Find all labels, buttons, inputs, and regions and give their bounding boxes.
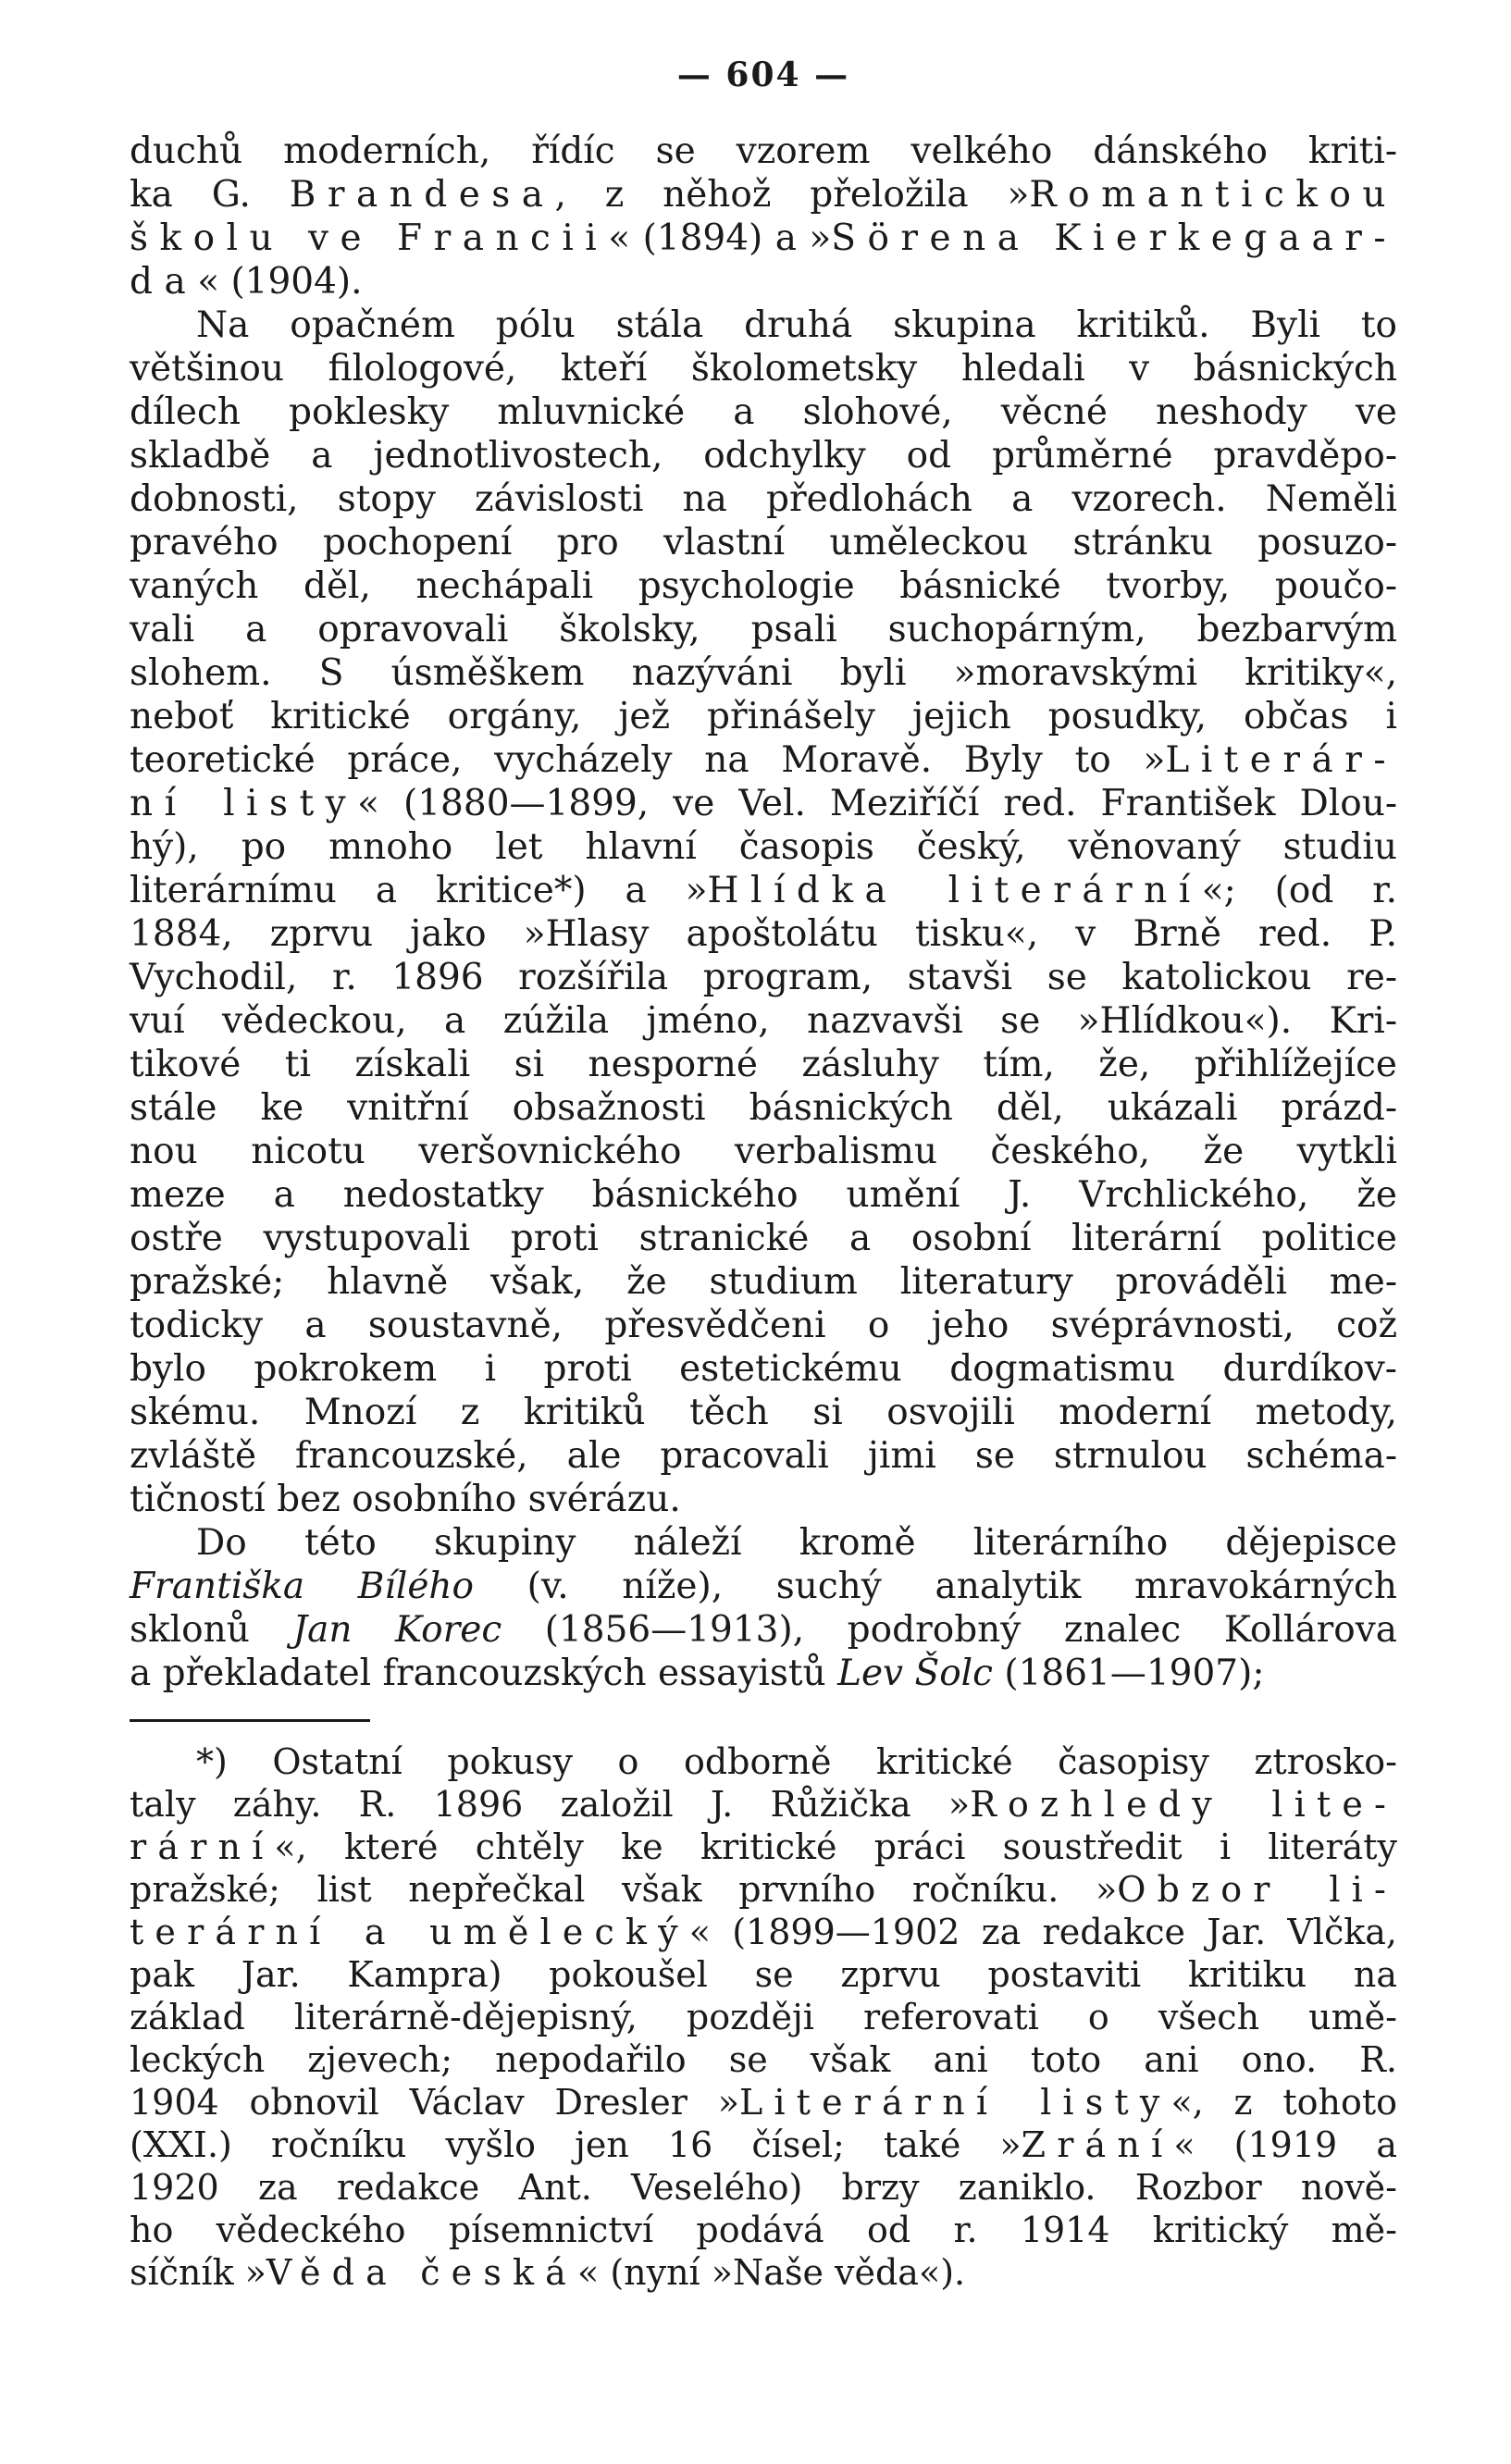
footnote — [130, 1740, 1397, 2294]
body-text-line — [130, 1478, 1397, 1521]
body-text-line — [130, 173, 1397, 217]
body-text-line — [130, 217, 1397, 260]
text-run: 1920 za redakce Ant. Veselého) brzy zaniklo. Rozbor nově- — [130, 2167, 1397, 2208]
spaced-title: da — [130, 261, 198, 303]
body-text-line — [130, 1521, 1397, 1565]
footnote-line — [130, 2081, 1397, 2123]
text-run: leckých zjevech; nepodařilo se však ani toto ani ono. R. — [130, 2039, 1397, 2080]
book-page — [130, 56, 1397, 2294]
spaced-title: Zrání — [1021, 2124, 1174, 2165]
body-text-line — [130, 347, 1397, 390]
spaced-title: Rozhledy lite- — [970, 1784, 1397, 1825]
body-text-line — [130, 608, 1397, 651]
text-run: ho vědeckého písemnictví podává od r. 1914 kritický mě- — [130, 2210, 1397, 2250]
spaced-title: Věda česká — [266, 2252, 577, 2293]
spaced-title: rární — [130, 1826, 275, 1867]
text-run: bylo pokrokem i proti estetickému dogmatismu durdíkov- — [130, 1348, 1397, 1390]
main-text — [130, 130, 1397, 1695]
body-text-line — [130, 738, 1397, 782]
text-run: síčník » — [130, 2252, 266, 2293]
text-run: vaných děl, nechápali psychologie básnické tvorby, poučo- — [130, 565, 1397, 607]
body-text-line — [130, 260, 1397, 303]
body-text-line — [130, 1391, 1397, 1434]
body-text-line — [130, 564, 1397, 608]
text-run: neboť kritické orgány, jež přinášely jejich posudky, občas i — [130, 696, 1397, 737]
text-run: slohem. S úsměškem nazýváni byli »moravskými kritiky«, — [130, 652, 1397, 694]
text-run: zvláště francouzské, ale pracovali jimi se strnulou schéma- — [130, 1435, 1397, 1477]
spaced-title: Brandesa — [289, 174, 555, 216]
footnote-line — [130, 1996, 1397, 2038]
text-run: meze a nedostatky básnického umění J. Vrchlického, že — [130, 1174, 1397, 1216]
text-run: tičností bez osobního svérázu. — [130, 1479, 681, 1520]
body-text-line — [130, 695, 1397, 738]
body-text-line — [130, 1565, 1397, 1608]
spaced-title: Sörena Kierkegaar- — [831, 217, 1397, 259]
text-run: « (1904). — [197, 261, 363, 303]
text-run: « (nyní »Naše věda«). — [576, 2252, 966, 2293]
text-run: vali a opravovali školsky, psali suchopárným, bezbarvým — [130, 609, 1397, 650]
footnote-line — [130, 2251, 1397, 2294]
footnote-line — [130, 2123, 1397, 2166]
text-run: základ literárně-dějepisný, později referovati o všech umě- — [130, 1997, 1397, 2037]
text-run: (XXI.) ročníku vyšlo jen 16 čísel; také » — [130, 2124, 1022, 2165]
body-text-line — [130, 1217, 1397, 1260]
body-text-line — [130, 825, 1397, 869]
footnote-line — [130, 2038, 1397, 2081]
text-run: « (1899—1902 za redakce Jar. Vlčka, — [688, 1912, 1397, 1952]
text-run: taly záhy. R. 1896 založil J. Růžička » — [130, 1784, 971, 1825]
body-text-line — [130, 303, 1397, 347]
spaced-title: Literární listy — [738, 2082, 1171, 2123]
footnote-separator — [130, 1719, 370, 1722]
page-number: — 604 — — [676, 56, 850, 94]
text-run: tikové ti získali si nesporné zásluhy tím, že, přihlížejíce — [130, 1044, 1397, 1085]
text-run: «; (od r. — [1201, 870, 1397, 911]
text-run: dobnosti, stopy závislosti na předlohách a vzorech. Neměli — [130, 478, 1397, 520]
text-run: ostře vystupovali proti stranické a osobní literární politice — [130, 1218, 1397, 1259]
text-run: literárnímu a kritice*) a » — [130, 870, 708, 911]
body-text-line — [130, 521, 1397, 564]
text-run: Do této skupiny náleží kromě literárního dějepisce — [196, 1522, 1397, 1564]
text-run: (1861—1907); — [993, 1653, 1265, 1694]
text-run: « (1894) a » — [608, 217, 832, 259]
text-run: nou nicotu veršovnického verbalismu českého, že vytkli — [130, 1131, 1397, 1172]
footnote-line — [130, 1953, 1397, 1996]
italic-name: Františka Bílého — [130, 1566, 475, 1607]
text-run: sklonů — [130, 1609, 293, 1651]
footnote-line — [130, 1783, 1397, 1826]
text-run: « (1880—1899, ve Vel. Meziříčí red. František Dlou- — [357, 783, 1397, 824]
text-run: Vychodil, r. 1896 rozšířila program, stavši se katolickou re- — [130, 957, 1397, 998]
spaced-title: Hlídka literární — [707, 870, 1202, 911]
text-run: , z něhož přeložila » — [554, 174, 1030, 216]
text-run: dílech poklesky mluvnické a slohové, věcné neshody ve — [130, 391, 1397, 433]
body-text-line — [130, 1260, 1397, 1304]
text-run: teoretické práce, vycházely na Moravě. Byly to » — [130, 739, 1166, 781]
body-text-line — [130, 1347, 1397, 1391]
body-text-line — [130, 999, 1397, 1043]
text-run: hý), po mnoho let hlavní časopis český, věnovaný studiu — [130, 826, 1397, 868]
text-run: 1884, zprvu jako »Hlasy apoštolátu tisku«, v Brně red. P. — [130, 913, 1397, 955]
body-text-line — [130, 1130, 1397, 1173]
footnote-line — [130, 1911, 1397, 1953]
body-text-line — [130, 1652, 1397, 1695]
body-text-line — [130, 130, 1397, 173]
body-text-line — [130, 1086, 1397, 1130]
text-run: « (1919 a — [1173, 2124, 1397, 2165]
footnote-line — [130, 1826, 1397, 1868]
body-text-line — [130, 1304, 1397, 1347]
text-run: ka G. — [130, 174, 290, 216]
text-run: pak Jar. Kampra) pokoušel se zprvu postaviti kritiku na — [130, 1954, 1397, 1995]
text-run: todicky a soustavně, přesvědčeni o jeho svéprávnosti, což — [130, 1305, 1397, 1346]
footnote-line — [130, 2209, 1397, 2251]
body-text-line — [130, 1608, 1397, 1652]
body-text-line — [130, 477, 1397, 521]
body-text-line — [130, 912, 1397, 956]
text-run: «, které chtěly ke kritické práci soustředit i literáty — [274, 1826, 1397, 1867]
spaced-title: ní listy — [130, 783, 358, 824]
text-run: pražské; list nepřečkal však prvního ročníku. » — [130, 1869, 1118, 1910]
body-text-line — [130, 782, 1397, 825]
text-run: a překladatel francouzských essayistů — [130, 1653, 838, 1694]
text-run: duchů moderních, řídíc se vzorem velkého dánského kriti- — [130, 130, 1397, 172]
body-text-line — [130, 434, 1397, 477]
text-run: Na opačném pólu stála druhá skupina kritiků. Byli to — [196, 304, 1397, 346]
text-run: pražské; hlavně však, že studium literatury prováděli me- — [130, 1261, 1397, 1303]
italic-name: Jan Korec — [292, 1609, 502, 1651]
body-text-line — [130, 390, 1397, 434]
text-run: většinou filologové, kteří školometsky hledali v básnických — [130, 348, 1397, 390]
body-text-line — [130, 1173, 1397, 1217]
body-text-line — [130, 1434, 1397, 1478]
text-run: vuí vědeckou, a zúžila jméno, nazvavši se »Hlídkou«). Kri- — [130, 1000, 1397, 1042]
text-run: (1856—1913), podrobný znalec Kollárova — [502, 1609, 1397, 1651]
spaced-title: terární a umělecký — [130, 1912, 689, 1952]
body-text-line — [130, 869, 1397, 912]
footnote-line — [130, 1868, 1397, 1911]
spaced-title: Obzor li- — [1117, 1869, 1397, 1910]
text-run: skladbě a jednotlivostech, odchylky od průměrné pravděpo- — [130, 435, 1397, 477]
text-run: «, z tohoto — [1170, 2082, 1397, 2123]
italic-name: Lev Šolc — [837, 1653, 993, 1694]
text-run: *) Ostatní pokusy o odborně kritické časopisy ztrosko- — [196, 1741, 1397, 1782]
body-text-line — [130, 956, 1397, 999]
text-run: stále ke vnitřní obsažnosti básnických děl, ukázali prázd- — [130, 1087, 1397, 1129]
text-run: skému. Mnozí z kritiků těch si osvojili moderní metody, — [130, 1392, 1397, 1433]
spaced-title: Romantickou — [1029, 174, 1398, 216]
footnote-line — [130, 1740, 1397, 1783]
body-text-line — [130, 1043, 1397, 1086]
text-run: 1904 obnovil Václav Dresler » — [130, 2082, 739, 2123]
spaced-title: školu ve Francii — [130, 217, 609, 259]
text-run: (v. níže), suchý analytik mravokárných — [474, 1566, 1397, 1607]
text-run: pravého pochopení pro vlastní uměleckou stránku posuzo- — [130, 522, 1397, 563]
footnote-line — [130, 2166, 1397, 2209]
spaced-title: Literár- — [1165, 739, 1397, 781]
body-text-line — [130, 651, 1397, 695]
